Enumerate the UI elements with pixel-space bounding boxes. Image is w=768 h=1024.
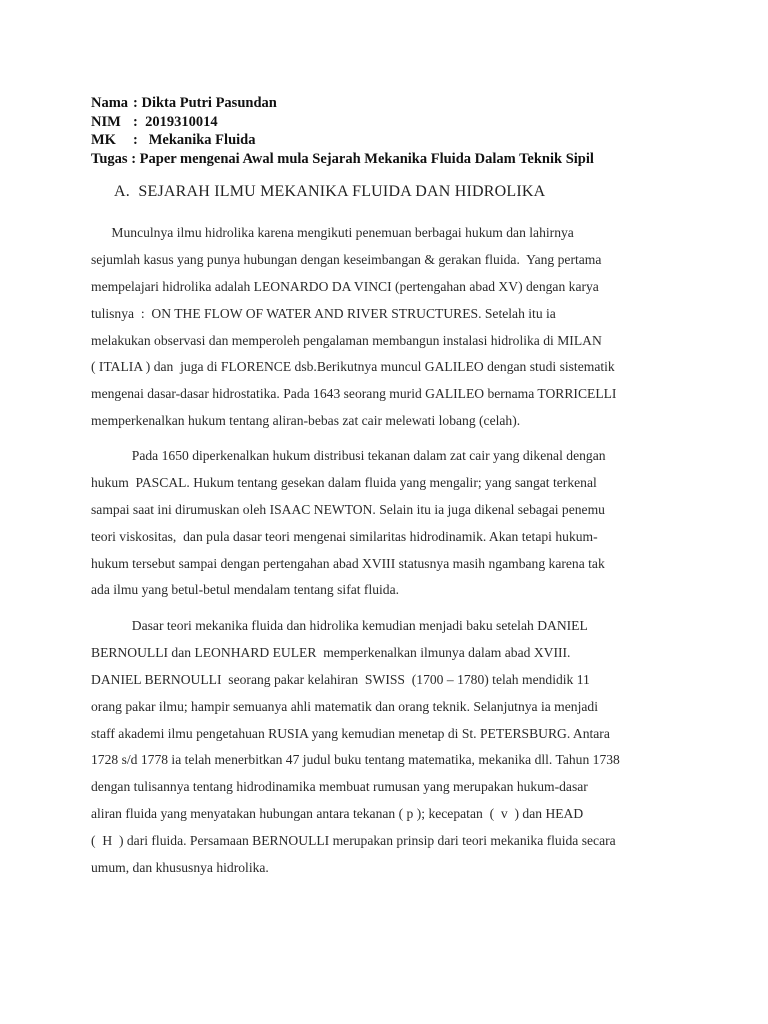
mk-value: Mekanika Fluida [148,132,256,148]
paragraph-line: DANIEL BERNOULLI seorang pakar kelahiran SWISS (1700 – 1780) telah mendidik 11 [91,671,590,687]
paragraph-line: hukum PASCAL. Hukum tentang gesekan dalam fluida yang mengalir; yang sangat terkenal [91,474,597,490]
nama-row [91,94,691,113]
nim-label: NIM [91,113,121,130]
paragraph-line: dengan tulisannya tentang hidrodinamika membuat rumusan yang merupakan hukum-dasar [91,779,588,795]
paragraph-line: orang pakar ilmu; hampir semuanya ahli matematik dan orang teknik. Selanjutnya ia menjadi [91,698,598,714]
paragraph-line: teori viskositas, dan pula dasar teori mengenai similaritas hidrodinamik. Akan tetapi hukum- [91,528,598,544]
section-title-text: SEJARAH ILMU MEKANIKA FLUIDA DAN HIDROLIKA [138,183,546,200]
mk-label: MK [91,132,116,148]
paragraph-line: ( ITALIA ) dan juga di FLORENCE dsb.Berikutnya muncul GALILEO dengan studi sistematik [91,359,615,375]
paragraph-2 [91,443,686,604]
paragraph-line: aliran fluida yang menyatakan hubungan antara tekanan ( p ); kecepatan ( v ) dan HEAD [91,806,584,822]
nim-separator: : [133,113,146,130]
paragraph-line: hukum tersebut sampai dengan pertengahan abad XVIII statusnya masih ngambang karena tak [91,555,605,571]
section-heading [114,183,545,201]
paragraph-line: melakukan observasi dan memperoleh pengalaman membangun instalasi hidrolika di MILAN [91,332,602,348]
tugas-row [91,150,691,169]
tugas-label: Tugas [91,150,128,167]
nama-value: Dikta Putri Pasundan [141,95,277,111]
paragraph-line: ( H ) dari fluida. Persamaan BERNOULLI merupakan prinsip dari teori mekanika fluida secara [91,833,616,849]
paragraph-1 [91,220,686,435]
paragraph-line: mengenai dasar-dasar hidrostatika. Pada 1643 seorang murid GALILEO bernama TORRICELLI [91,386,617,402]
paragraph-line: umum, dan khususnya hidrolika. [91,860,269,876]
mk-row [91,131,691,150]
section-number: A. [114,183,130,200]
tugas-separator: : [127,150,140,167]
paragraph-line: Pada 1650 diperkenalkan hukum distribusi tekanan dalam zat cair yang dikenal dengan [91,448,606,463]
paragraph-line: Dasar teori mekanika fluida dan hidrolika kemudian menjadi baku setelah DANIEL [91,618,588,633]
nama-separator: : [133,95,142,111]
paragraph-line: tulisnya : ON THE FLOW OF WATER AND RIVER STRUCTURES. Setelah itu ia [91,305,556,321]
mk-separator: : [133,132,149,148]
paragraph-3 [91,613,686,882]
tugas-value: Paper mengenai Awal mula Sejarah Mekanika Fluida Dalam Teknik Sipil [139,150,594,167]
paragraph-line: sejumlah kasus yang punya hubungan dengan keseimbangan & gerakan fluida. Yang pertama [91,251,602,267]
paragraph-line: BERNOULLI dan LEONHARD EULER memperkenalkan ilmunya dalam abad XVIII. [91,644,571,660]
paragraph-line: Munculnya ilmu hidrolika karena mengikuti penemuan berbagai hukum dan lahirnya [91,225,574,240]
nim-row [91,113,691,132]
nama-label: Nama [91,95,129,111]
paragraph-line: memperkenalkan hukum tentang aliran-bebas zat cair melewati lobang (celah). [91,413,521,429]
paragraph-line: ada ilmu yang betul-betul mendalam tentang sifat fluida. [91,582,400,598]
identity-header [91,94,691,168]
nim-value: 2019310014 [145,113,218,130]
paragraph-line: mempelajari hidrolika adalah LEONARDO DA VINCI (pertengahan abad XV) dengan karya [91,278,599,294]
paragraph-line: sampai saat ini dirumuskan oleh ISAAC NEWTON. Selain itu ia juga dikenal sebagai penemu [91,501,605,517]
paragraph-line: staff akademi ilmu pengetahuan RUSIA yang kemudian menetap di St. PETERSBURG. Antara [91,725,610,741]
paragraph-line: 1728 s/d 1778 ia telah menerbitkan 47 judul buku tentang matematika, mekanika dll. Tahun 1738 [91,752,620,768]
